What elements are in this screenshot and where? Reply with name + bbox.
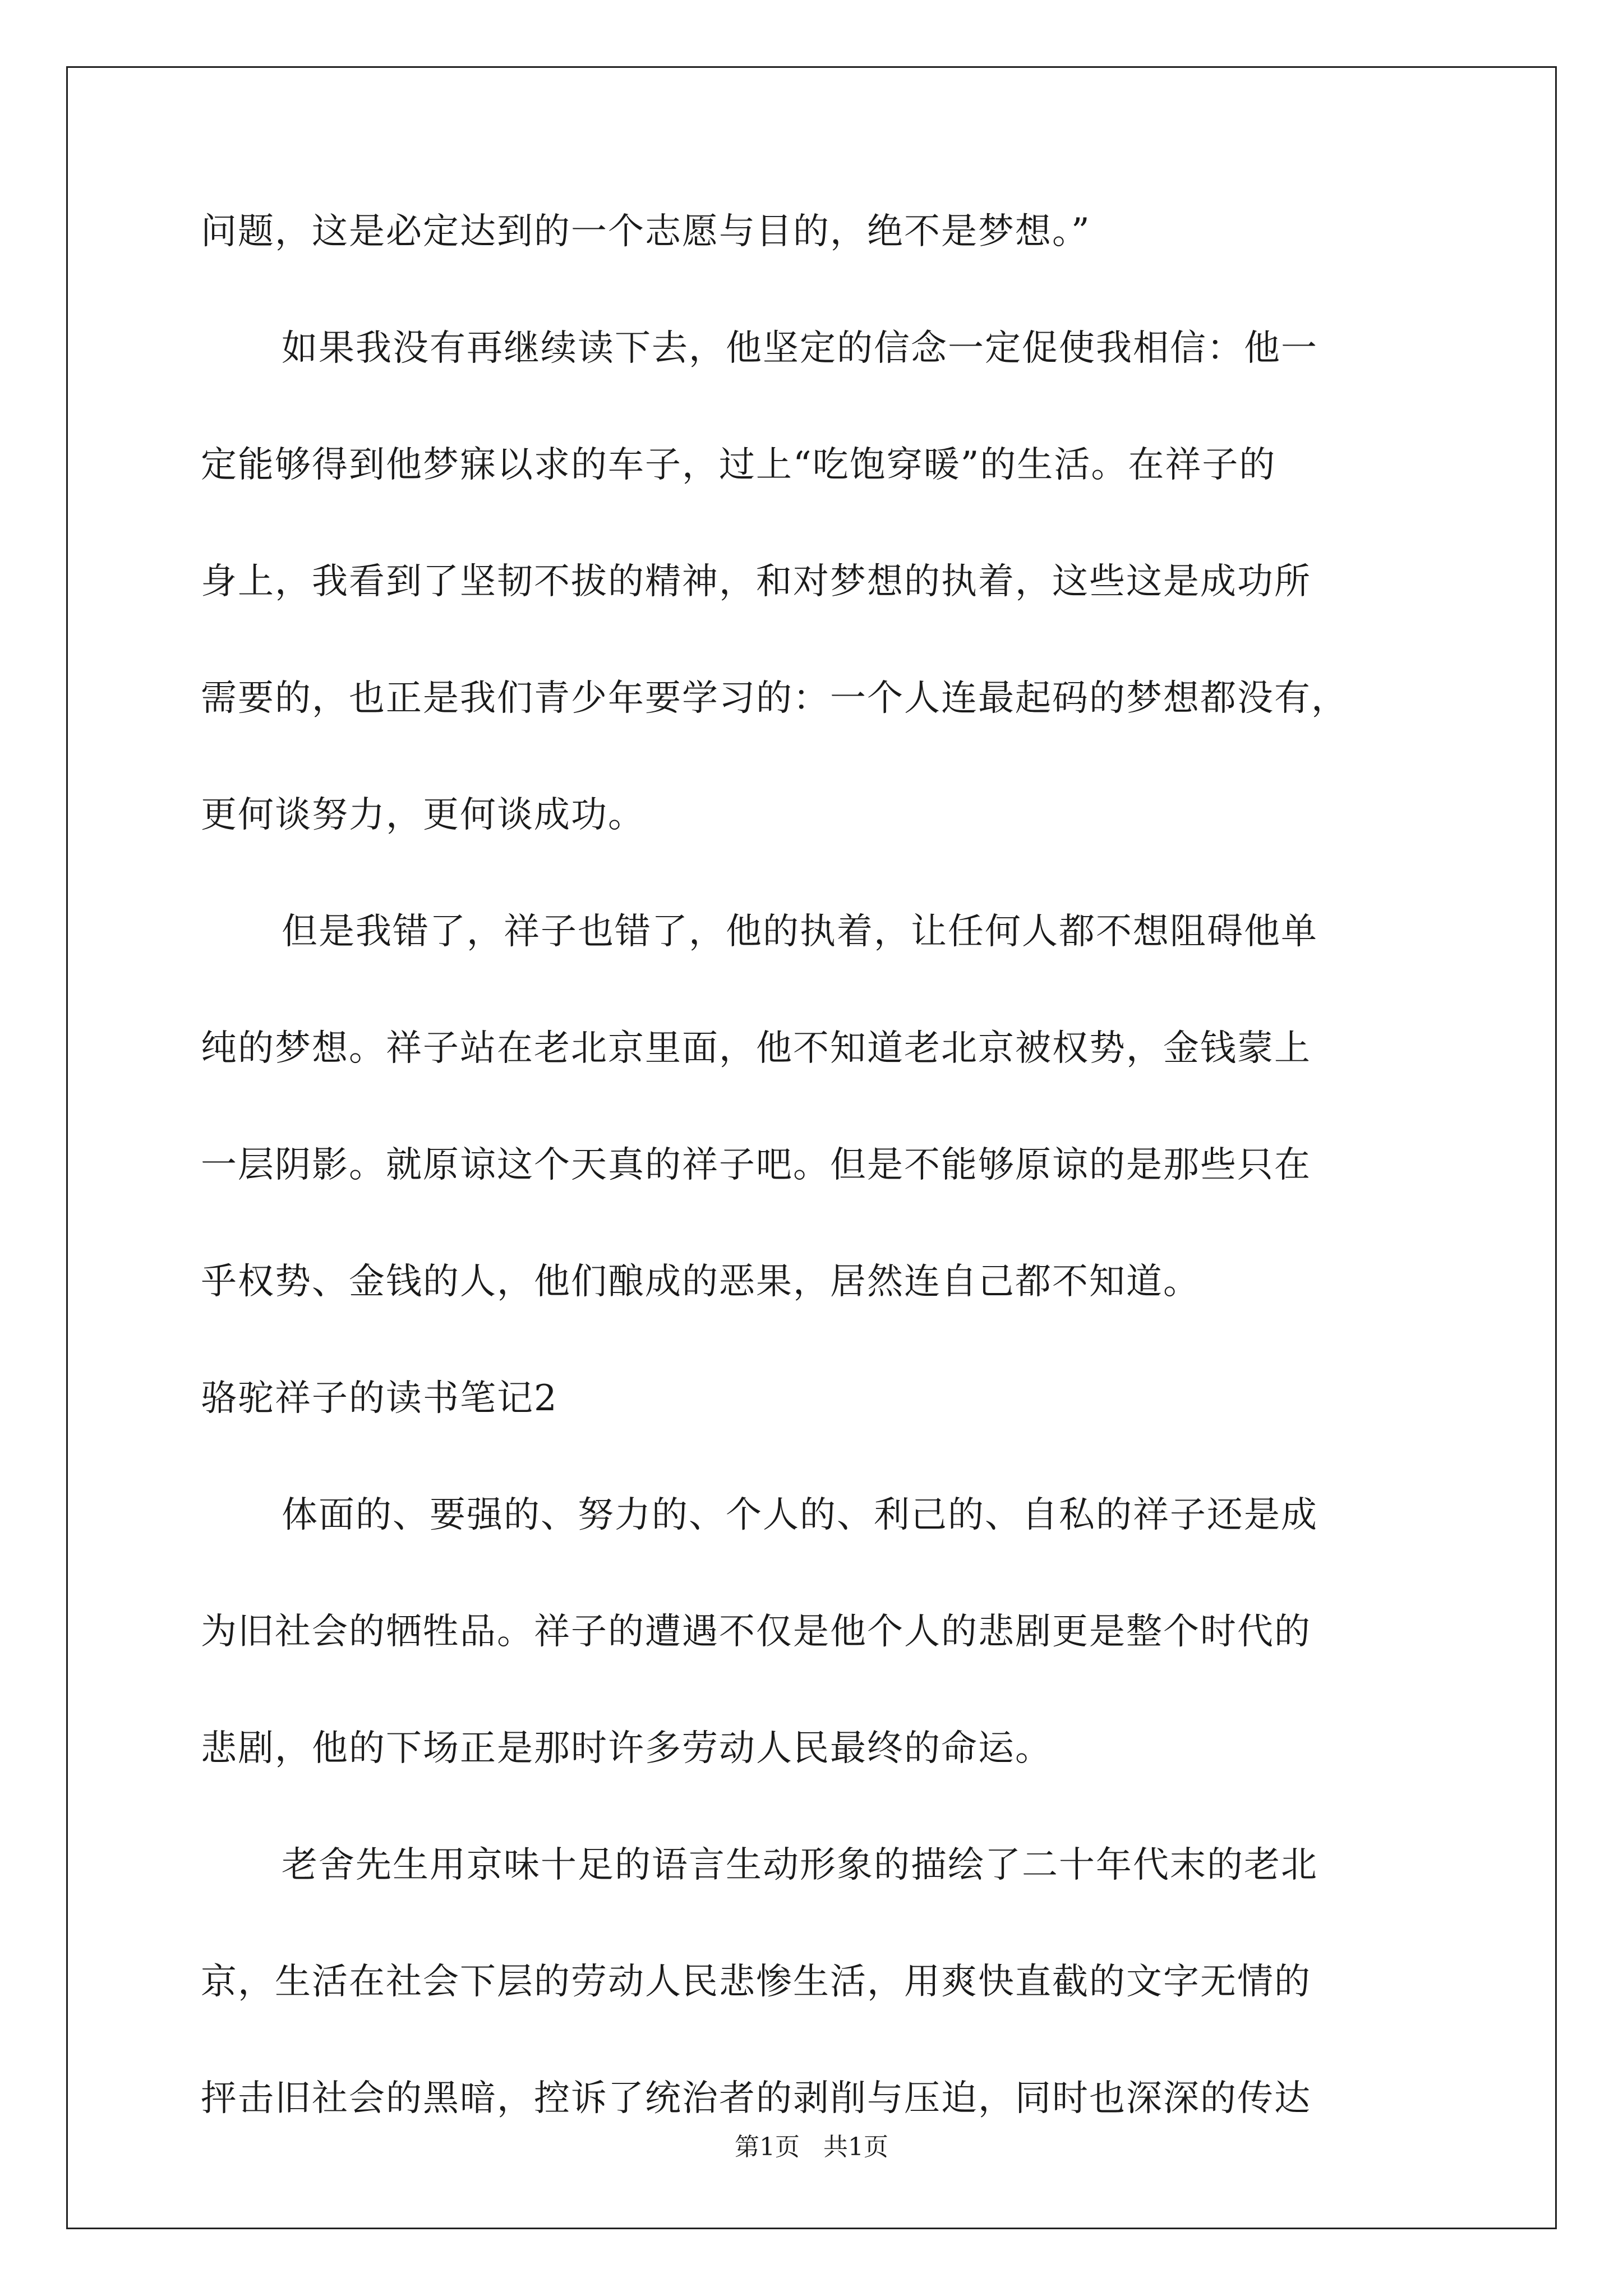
text-line: 一层阴影。就原谅这个天真的祥子吧。但是不能够原谅的是那些只在 — [201, 1144, 1311, 1186]
paragraph-first-line: 体面的、要强的、努力的、个人的、利己的、自私的祥子还是成 — [282, 1494, 1318, 1536]
text-line: 乎权势、金钱的人，他们酿成的恶果，居然连自己都不知道。 — [201, 1261, 1200, 1303]
text-line: 京，生活在社会下层的劳动人民悲惨生活，用爽快直截的文字无情的 — [201, 1961, 1311, 2003]
text-line: 需要的，也正是我们青少年要学习的：一个人连最起码的梦想都没有， — [201, 678, 1348, 719]
text-line: 更何谈努力，更何谈成功。 — [201, 794, 645, 836]
text-line: 为旧社会的牺牲品。祥子的遭遇不仅是他个人的悲剧更是整个时代的 — [201, 1611, 1311, 1653]
text-line: 身上，我看到了坚韧不拔的精神，和对梦想的执着，这些这是成功所 — [201, 561, 1311, 602]
text-line: 悲剧，他的下场正是那时许多劳动人民最终的命运。 — [201, 1728, 1052, 1769]
paragraph-first-line: 老舍先生用京味十足的语言生动形象的描绘了二十年代末的老北 — [282, 1844, 1318, 1886]
page-total: 共1页 — [823, 2133, 888, 2161]
page-number: 第1页 — [735, 2133, 800, 2161]
section-heading: 骆驼祥子的读书笔记2 — [201, 1378, 558, 1419]
text-line: 定能够得到他梦寐以求的车子，过上“吃饱穿暖”的生活。在祥子的 — [201, 444, 1276, 486]
page-footer — [0, 2132, 1623, 2163]
text-line: 抨击旧社会的黑暗，控诉了统治者的剥削与压迫，同时也深深的传达 — [201, 2078, 1311, 2119]
paragraph-first-line: 如果我没有再继续读下去，他坚定的信念一定促使我相信：他一 — [282, 328, 1318, 369]
paragraph-first-line: 但是我错了，祥子也错了，他的执着，让任何人都不想阻碍他单 — [282, 911, 1318, 953]
text-line: 纯的梦想。祥子站在老北京里面，他不知道老北京被权势，金钱蒙上 — [201, 1028, 1311, 1069]
text-line: 问题，这是必定达到的一个志愿与目的，绝不是梦想。” — [201, 211, 1091, 252]
